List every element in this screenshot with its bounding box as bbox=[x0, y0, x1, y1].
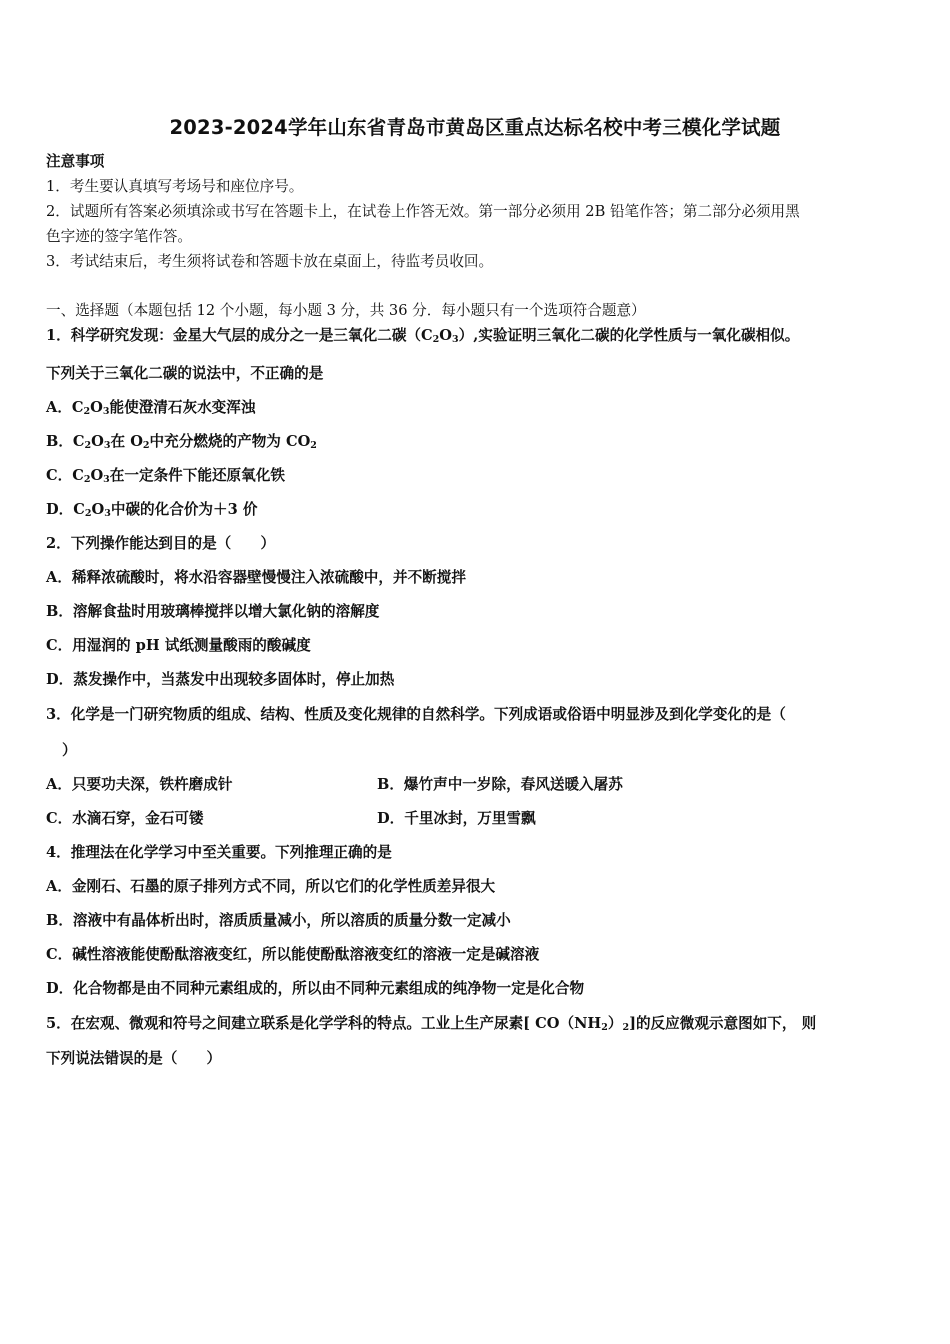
q1-stem: 1．科学研究发现：金星大气层的成分之一是三氧化二碳$(C_2O_3)$,实验证明三氧化二碳的化学性质与一氧化碳相似。 bbox=[46, 327, 800, 345]
notice-item-3: 3．考试结束后，考生须将试卷和答题卡放在桌面上，待监考员收回。 bbox=[46, 253, 494, 270]
notice-heading: 注意事项 bbox=[46, 153, 105, 170]
q1-option-c: C．$C_2O_3$在一定条件下能还原氧化铁 bbox=[46, 467, 285, 485]
q2-stem: 2．下列操作能达到目的是（ ） bbox=[46, 535, 276, 552]
q4-stem: 4．推理法在化学学习中至关重要。下列推理正确的是 bbox=[46, 844, 392, 861]
notice-item-2: 2．试题所有答案必须填涂或书写在答题卡上，在试卷上作答无效。第一部分必须用 2B 铅笔作答；第二部分必须用黑 bbox=[46, 203, 800, 220]
q3-option-c: C．水滴石穿，金石可镂 bbox=[46, 810, 204, 827]
q3-option-d: D．千里冰封，万里雪飘 bbox=[377, 810, 536, 827]
q3-stem-end: ） bbox=[62, 742, 77, 759]
q2-option-d: D．蒸发操作中，当蒸发中出现较多固体时，停止加热 bbox=[46, 671, 395, 688]
q1-option-b: B．$C_2O_3$在 $O_2$中充分燃烧的产物为 $CO_2$ bbox=[46, 433, 317, 451]
q3-option-a: A．只要功夫深，铁杵磨成针 bbox=[46, 776, 233, 793]
q2-option-c: C．用湿润的 pH 试纸测量酸雨的酸碱度 bbox=[46, 637, 311, 654]
q2-option-a: A．稀释浓硫酸时，将水沿容器壁慢慢注入浓硫酸中，并不断搅拌 bbox=[46, 569, 466, 586]
notice-item-1: 1．考生要认真填写考场号和座位序号。 bbox=[46, 178, 304, 195]
q5-stem-2: 下列说法错误的是（ ） bbox=[46, 1050, 222, 1067]
q2-option-b: B．溶解食盐时用玻璃棒搅拌以增大氯化钠的溶解度 bbox=[46, 603, 380, 620]
q3-stem: 3．化学是一门研究物质的组成、结构、性质及变化规律的自然科学。下列成语或俗语中明显涉及到化学变化的是（ bbox=[46, 706, 786, 723]
q4-option-c: C．碱性溶液能使酚酞溶液变红，所以能使酚酞溶液变红的溶液一定是碱溶液 bbox=[46, 946, 540, 963]
q1-option-d: D．$C_2O_3$中碳的化合价为＋3 价 bbox=[46, 501, 258, 519]
section-heading: 一、选择题（本题包括 12 个小题，每小题 3 分，共 36 分．每小题只有一个选项符合题意） bbox=[46, 302, 646, 319]
q1-option-a: A．$C_2O_3$能使澄清石灰水变浑浊 bbox=[46, 399, 256, 417]
q5-stem: 5．在宏观、微观和符号之间建立联系是化学学科的特点。工业上生产尿素[ $CO(NH_2)_2$]的反应微观示意图如下， 则 bbox=[46, 1015, 817, 1033]
notice-item-2-cont: 色字迹的签字笔作答。 bbox=[46, 228, 192, 245]
q4-option-b: B．溶液中有晶体析出时，溶质质量减小，所以溶质的质量分数一定减小 bbox=[46, 912, 511, 929]
q4-option-a: A．金刚石、石墨的原子排列方式不同，所以它们的化学性质差异很大 bbox=[46, 878, 496, 895]
exam-title: 2023-2024学年山东省青岛市黄岛区重点达标名校中考三模化学试题 bbox=[169, 116, 781, 139]
q3-option-b: B．爆竹声中一岁除，春风送暖入屠苏 bbox=[377, 776, 623, 793]
q4-option-d: D．化合物都是由不同种元素组成的，所以由不同种元素组成的纯净物一定是化合物 bbox=[46, 980, 585, 997]
q1-stem-2: 下列关于三氧化二碳的说法中，不正确的是 bbox=[46, 365, 324, 382]
